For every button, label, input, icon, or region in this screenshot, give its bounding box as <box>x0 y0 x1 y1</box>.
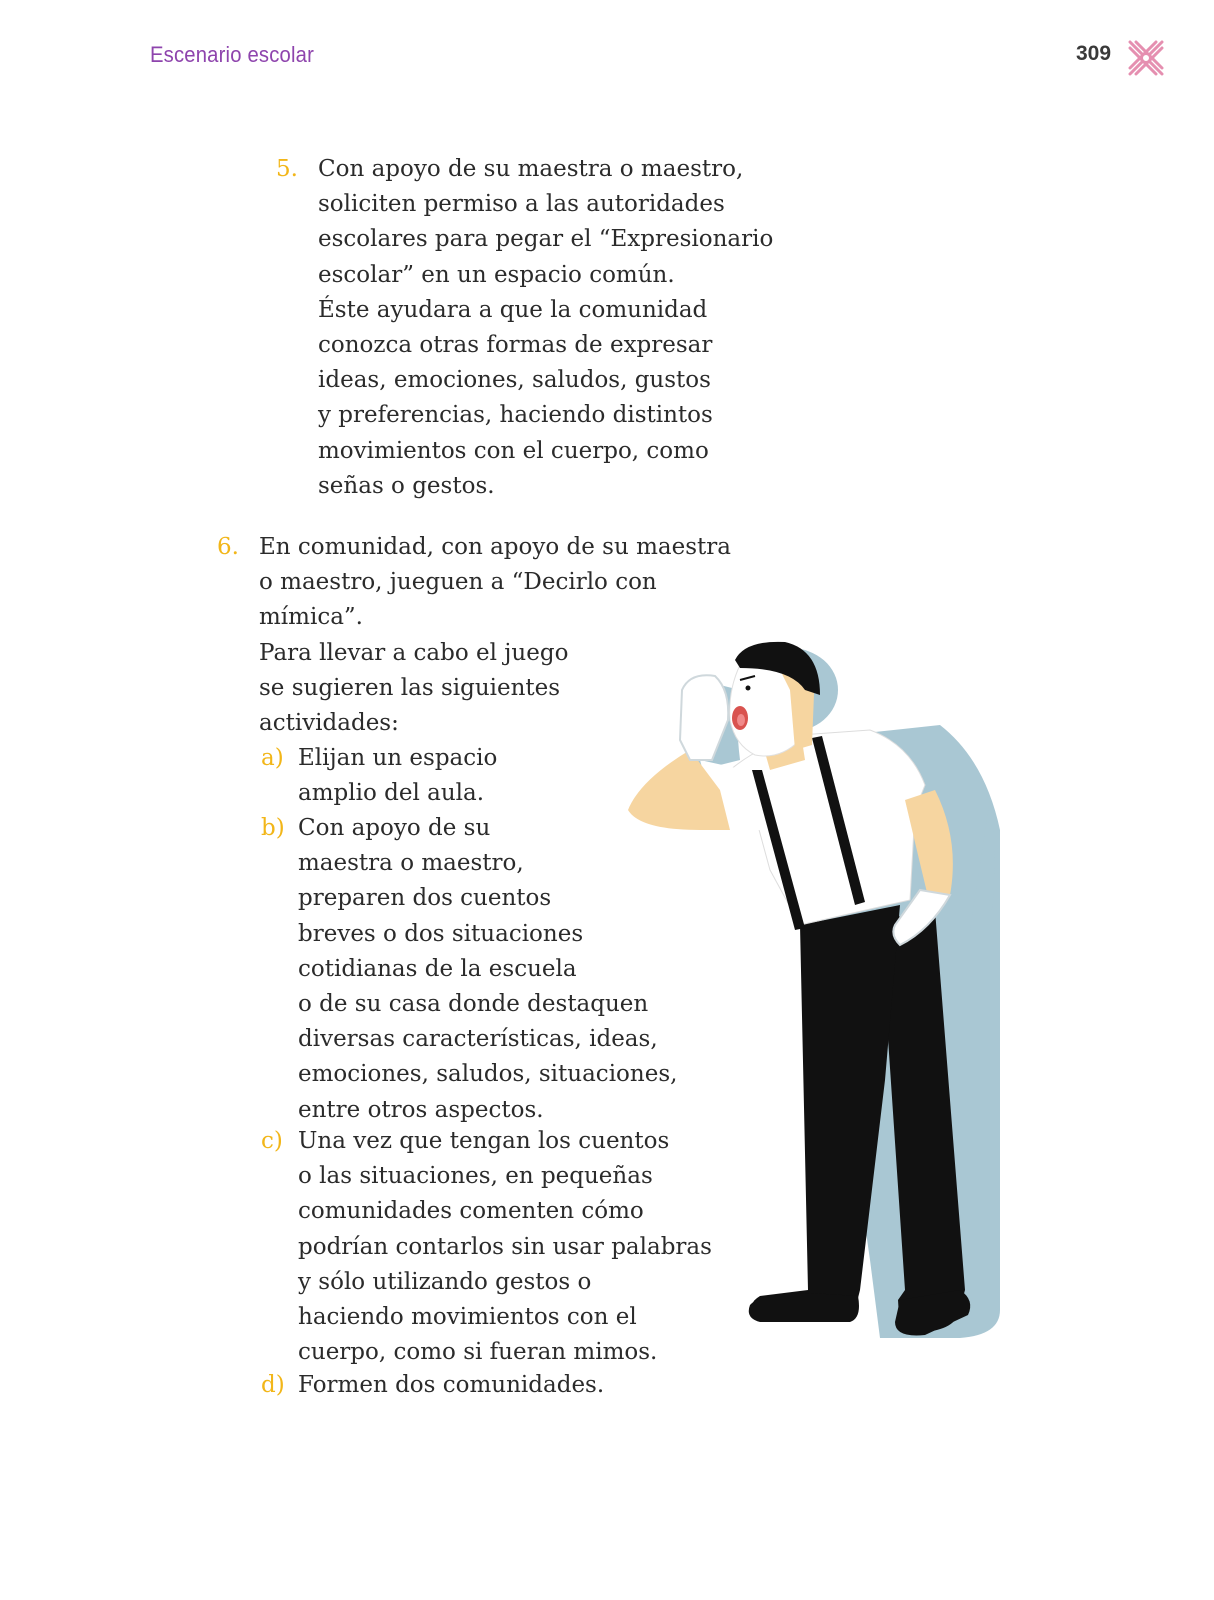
page-number: 309 <box>1076 42 1112 65</box>
item-5-line: movimientos con el cuerpo, como <box>318 437 709 464</box>
subitem-line: haciendo movimientos con el <box>298 1303 637 1330</box>
subitem-line: Con apoyo de su <box>298 815 491 841</box>
subitem-c-letter: c) <box>261 1128 283 1154</box>
subitem-line: preparen dos cuentos <box>298 885 552 912</box>
mime-mouth-inner <box>737 714 745 726</box>
subitem-a-text <box>298 741 497 811</box>
subitem-line: amplio del aula. <box>298 780 485 807</box>
item-5-line: escolares para pegar el “Expresionario <box>318 226 774 253</box>
mime-front-shoe <box>749 1293 859 1322</box>
subitem-d-text <box>298 1368 604 1403</box>
subitem-line: y sólo utilizando gestos o <box>298 1268 592 1295</box>
item-6-line: actividades: <box>259 709 399 736</box>
item-5-line: Éste ayudara a que la comunidad <box>318 296 708 323</box>
item-5-line: escolar” en un espacio común. <box>318 261 675 288</box>
subitem-line: podrían contarlos sin usar palabras <box>298 1233 712 1260</box>
item-5-line: y preferencias, haciendo distintos <box>318 402 713 429</box>
subitem-line: comunidades comenten cómo <box>298 1198 644 1225</box>
item-6-line: o maestro, jueguen a “Decirlo con <box>259 569 657 596</box>
subitem-line: cotidianas de la escuela <box>298 955 577 982</box>
subitem-line: emociones, saludos, situaciones, <box>298 1061 678 1088</box>
subitem-line: maestra o maestro, <box>298 850 524 877</box>
item-5-line: conozca otras formas de expresar <box>318 331 713 358</box>
subitem-line: entre otros aspectos. <box>298 1096 544 1123</box>
item-5-line: Con apoyo de su maestra o maestro, <box>318 156 744 182</box>
item-5-line: señas o gestos. <box>318 472 495 499</box>
item-5-line: soliciten permiso a las autoridades <box>318 191 725 218</box>
subitem-line: diversas características, ideas, <box>298 1026 658 1053</box>
item-6-line: mímica”. <box>259 604 363 631</box>
subitem-line: Formen dos comunidades. <box>298 1372 605 1398</box>
item-6-line: se sugieren las siguientes <box>259 674 561 701</box>
subitem-line: breves o dos situaciones <box>298 920 584 947</box>
mime-illustration <box>620 630 1020 1350</box>
section-title: Escenario escolar <box>150 42 315 67</box>
mime-eye <box>746 686 751 691</box>
subitem-line: o de su casa donde destaquen <box>298 990 649 1017</box>
subitem-a-letter: a) <box>261 745 284 771</box>
decorative-emblem-icon <box>1126 38 1166 78</box>
item-6-line: Para llevar a cabo el juego <box>259 639 569 666</box>
item-5-text <box>318 152 773 504</box>
item-6-number: 6. <box>217 534 239 560</box>
item-6-line: En comunidad, con apoyo de su maestra <box>259 534 731 560</box>
subitem-d-letter: d) <box>261 1372 285 1398</box>
subitem-line: Elijan un espacio <box>298 745 498 771</box>
subitem-line: Una vez que tengan los cuentos <box>298 1128 670 1154</box>
subitem-b-letter: b) <box>261 815 285 841</box>
subitem-line: o las situaciones, en pequeñas <box>298 1163 653 1190</box>
item-5-number: 5. <box>276 156 298 182</box>
item-5-line: ideas, emociones, saludos, gustos <box>318 367 711 394</box>
subitem-line: cuerpo, como si fueran mimos. <box>298 1339 658 1366</box>
